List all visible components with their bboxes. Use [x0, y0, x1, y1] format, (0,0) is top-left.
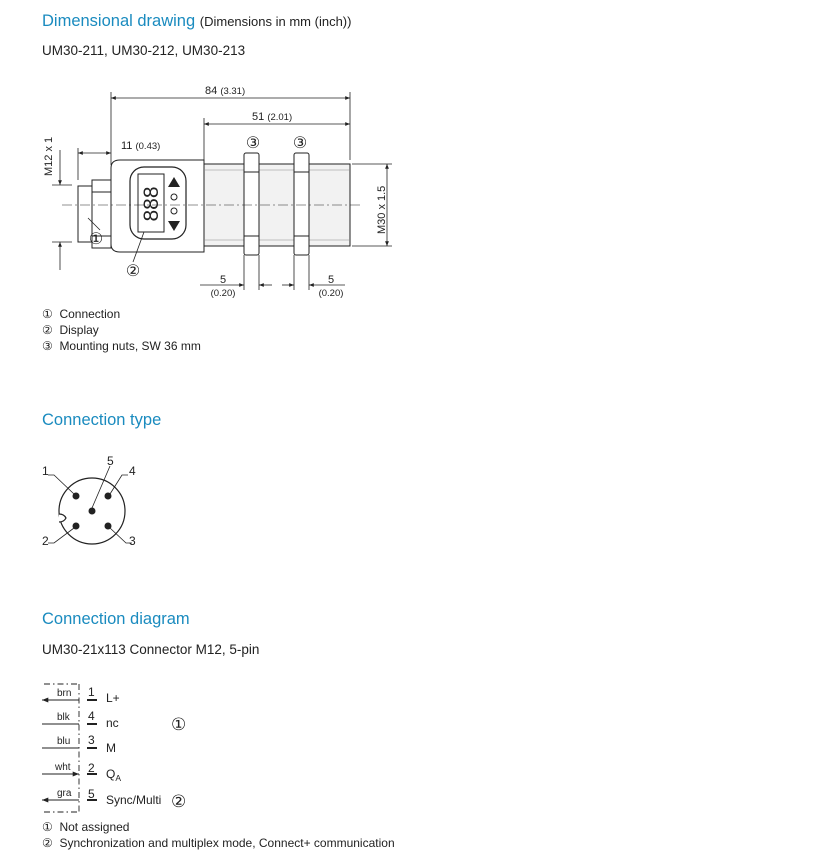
connection-diagram-heading: Connection diagram: [42, 610, 190, 628]
signal-l-plus: L+: [106, 691, 120, 705]
pin-label-3: 3: [129, 534, 136, 548]
display-digits: 888: [140, 186, 163, 222]
wire-color-4: blk: [57, 712, 70, 723]
pin-label-1: 1: [42, 464, 49, 478]
dim-gap-left: 5: [219, 274, 227, 286]
connection-diagram-subtitle: UM30-21x113 Connector M12, 5-pin: [42, 642, 260, 657]
signal-qa: $Q_A$: [106, 767, 122, 783]
legend-item: ① Connection: [42, 307, 121, 321]
callout-sync: ②: [171, 792, 187, 811]
connection-type-heading: Connection type: [42, 411, 162, 429]
dim-overall: 84 (3.31): [205, 85, 246, 97]
legend-item: ① Not assigned: [42, 820, 130, 834]
pins: [73, 493, 112, 530]
wire-color-2: wht: [55, 762, 71, 773]
model-list: UM30-211, UM30-212, UM30-213: [42, 43, 246, 58]
pin-number-5: 5: [88, 787, 95, 801]
dim-body: 51 (2.01): [252, 111, 293, 123]
wire-color-1: brn: [57, 688, 72, 699]
dimension-legend: [42, 306, 201, 354]
callout-nut-left: ③: [245, 135, 261, 152]
wiring-diagram: [30, 676, 230, 816]
wire-color-5: gra: [57, 788, 72, 799]
pin-number-2: 2: [88, 761, 95, 775]
pin-label-4: 4: [129, 464, 136, 478]
dim-gap-left-in: (0.20): [210, 288, 236, 299]
callout-nut-right: ③: [292, 135, 308, 152]
diagram-legend: [42, 819, 395, 851]
dimensional-drawing: [0, 70, 420, 305]
dim-thread-right: M30 x 1.5: [376, 185, 388, 234]
pin-label-5: 5: [107, 454, 114, 468]
pin-number-3: 3: [88, 733, 95, 747]
pin-number-1: 1: [88, 685, 95, 699]
signal-nc: nc: [106, 716, 119, 730]
heading-note: (Dimensions in mm (inch)): [199, 14, 352, 29]
pin-number-4: 4: [88, 709, 95, 723]
dim-gap-right: 5: [327, 274, 335, 286]
pin-label-2: 2: [42, 534, 49, 548]
dim-connector: 11 (0.43): [121, 140, 161, 152]
connector-key: [59, 514, 66, 522]
callout-connection: ①: [88, 231, 104, 248]
connector-pinout: [30, 448, 160, 553]
callout-display: ②: [125, 263, 141, 280]
legend-item: ② Display: [42, 323, 99, 337]
legend-item: ③ Mounting nuts, SW 36 mm: [42, 339, 201, 353]
heading-text: Dimensional drawing: [42, 12, 196, 30]
signal-sync-multi: Sync/Multi: [106, 793, 162, 807]
wire-color-3: blu: [57, 736, 71, 747]
callout-nc: ①: [171, 715, 187, 734]
legend-item: ② Synchronization and multiplex mode, Connect+ communication: [42, 836, 395, 850]
dimensional-drawing-heading: [42, 12, 351, 31]
dim-gap-right-in: (0.20): [318, 288, 344, 299]
dim-thread-left: M12 x 1: [43, 136, 55, 176]
signal-m: M: [106, 741, 116, 755]
